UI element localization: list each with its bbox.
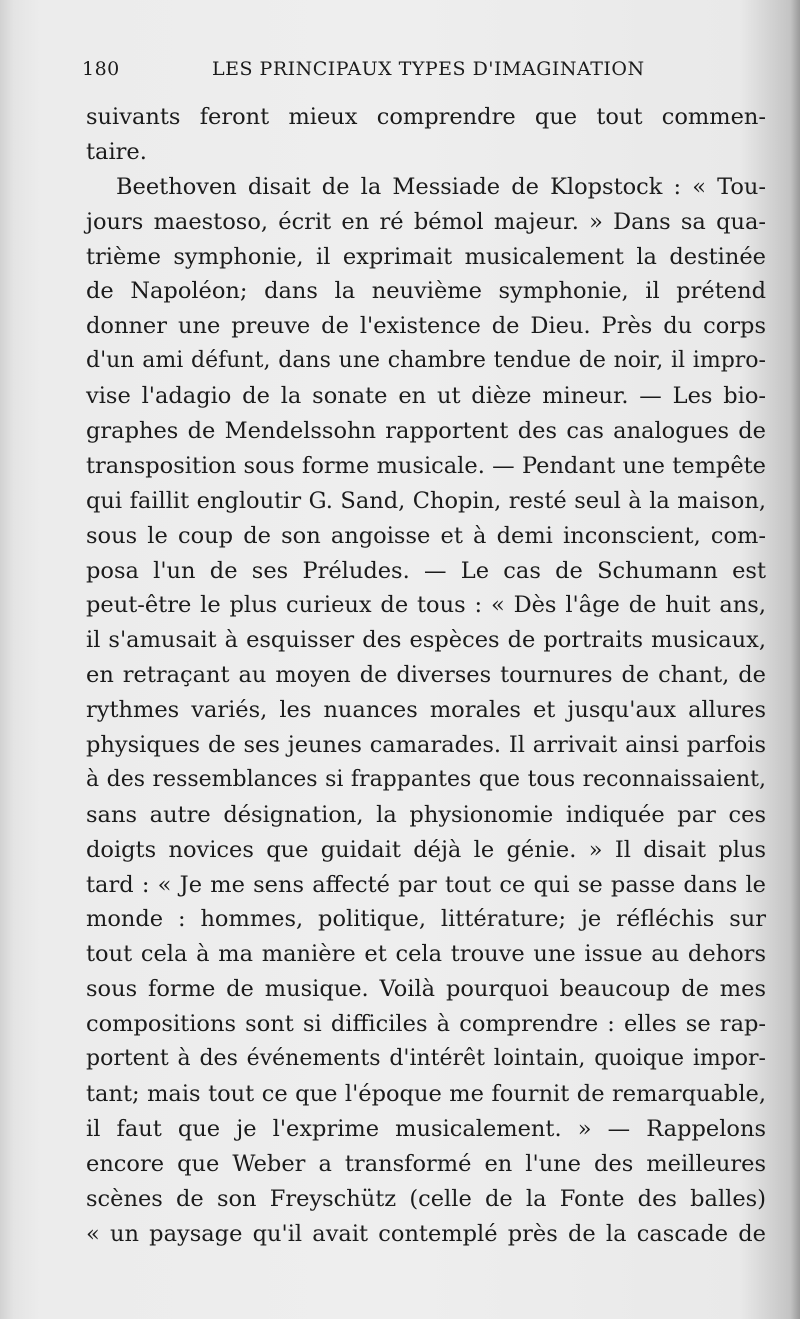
text-line: d'un ami défunt, dans une chambre tendue de noir, il impro- xyxy=(86,348,766,374)
text-line: sans autre désignation, la physionomie indiquée par ces xyxy=(86,801,766,828)
text-line: il faut que je l'exprime musicalement. » — Rappelons xyxy=(86,1115,766,1142)
text-line: qui faillit engloutir G. Sand, Chopin, resté seul à la maison, xyxy=(86,487,766,514)
text-line: en retraçant au moyen de diverses tournures de chant, de xyxy=(86,662,766,689)
text-line: taire. xyxy=(86,138,147,165)
text-line: Beethoven disait de la Messiade de Klopstock : « Tou- xyxy=(116,173,766,200)
text-line: monde : hommes, politique, littérature; je réfléchis sur xyxy=(86,906,766,933)
text-line: physiques de ses jeunes camarades. Il arrivait ainsi parfois xyxy=(86,732,766,759)
text-line: donner une preuve de l'existence de Dieu. Près du corps xyxy=(86,313,766,340)
text-line: à des ressemblances si frappantes que tous reconnaissaient, xyxy=(86,766,766,792)
text-line: tard : « Je me sens affecté par tout ce qui se passe dans le xyxy=(86,871,766,898)
page-header xyxy=(82,58,672,88)
text-line: sous forme de musique. Voilà pourquoi beaucoup de mes xyxy=(86,976,766,1003)
text-line: vise l'adagio de la sonate en ut dièze mineur. — Les bio- xyxy=(86,383,766,410)
text-line: tant; mais tout ce que l'époque me fournit de remarquable, xyxy=(86,1080,766,1107)
text-line: doigts novices que guidait déjà le génie. » Il disait plus xyxy=(86,836,766,863)
running-title: LES PRINCIPAUX TYPES D'IMAGINATION xyxy=(212,58,645,80)
text-line: de Napoléon; dans la neuvième symphonie, il prétend xyxy=(86,278,766,305)
text-line: sous le coup de son angoisse et à demi inconscient, com- xyxy=(86,522,766,549)
text-line: suivants feront mieux comprendre que tout commen- xyxy=(86,104,766,130)
page-number: 180 xyxy=(82,58,120,80)
text-line: portent à des événements d'intérêt lointain, quoique impor- xyxy=(86,1046,766,1072)
text-line: peut-être le plus curieux de tous : « Dès l'âge de huit ans, xyxy=(86,592,766,619)
text-line: trième symphonie, il exprimait musicalement la destinée xyxy=(86,243,766,270)
text-line: jours maestoso, écrit en ré bémol majeur. » Dans sa qua- xyxy=(86,208,766,235)
text-line: scènes de son Freyschütz (celle de la Fonte des balles) xyxy=(86,1185,766,1212)
text-line: il s'amusait à esquisser des espèces de portraits musicaux, xyxy=(86,627,766,654)
text-line: transposition sous forme musicale. — Pendant une tempête xyxy=(86,452,766,479)
body-text xyxy=(86,100,766,1251)
text-line: compositions sont si difficiles à comprendre : elles se rap- xyxy=(86,1011,766,1038)
text-line: rythmes variés, les nuances morales et jusqu'aux allures xyxy=(86,697,766,724)
text-line: « un paysage qu'il avait contemplé près de la cascade de xyxy=(86,1220,766,1247)
text-line: graphes de Mendelssohn rapportent des cas analogues de xyxy=(86,418,766,445)
text-line: encore que Weber a transformé en l'une des meilleures xyxy=(86,1150,766,1177)
text-line: tout cela à ma manière et cela trouve une issue au dehors xyxy=(86,941,766,968)
text-line: posa l'un de ses Préludes. — Le cas de Schumann est xyxy=(86,557,766,584)
